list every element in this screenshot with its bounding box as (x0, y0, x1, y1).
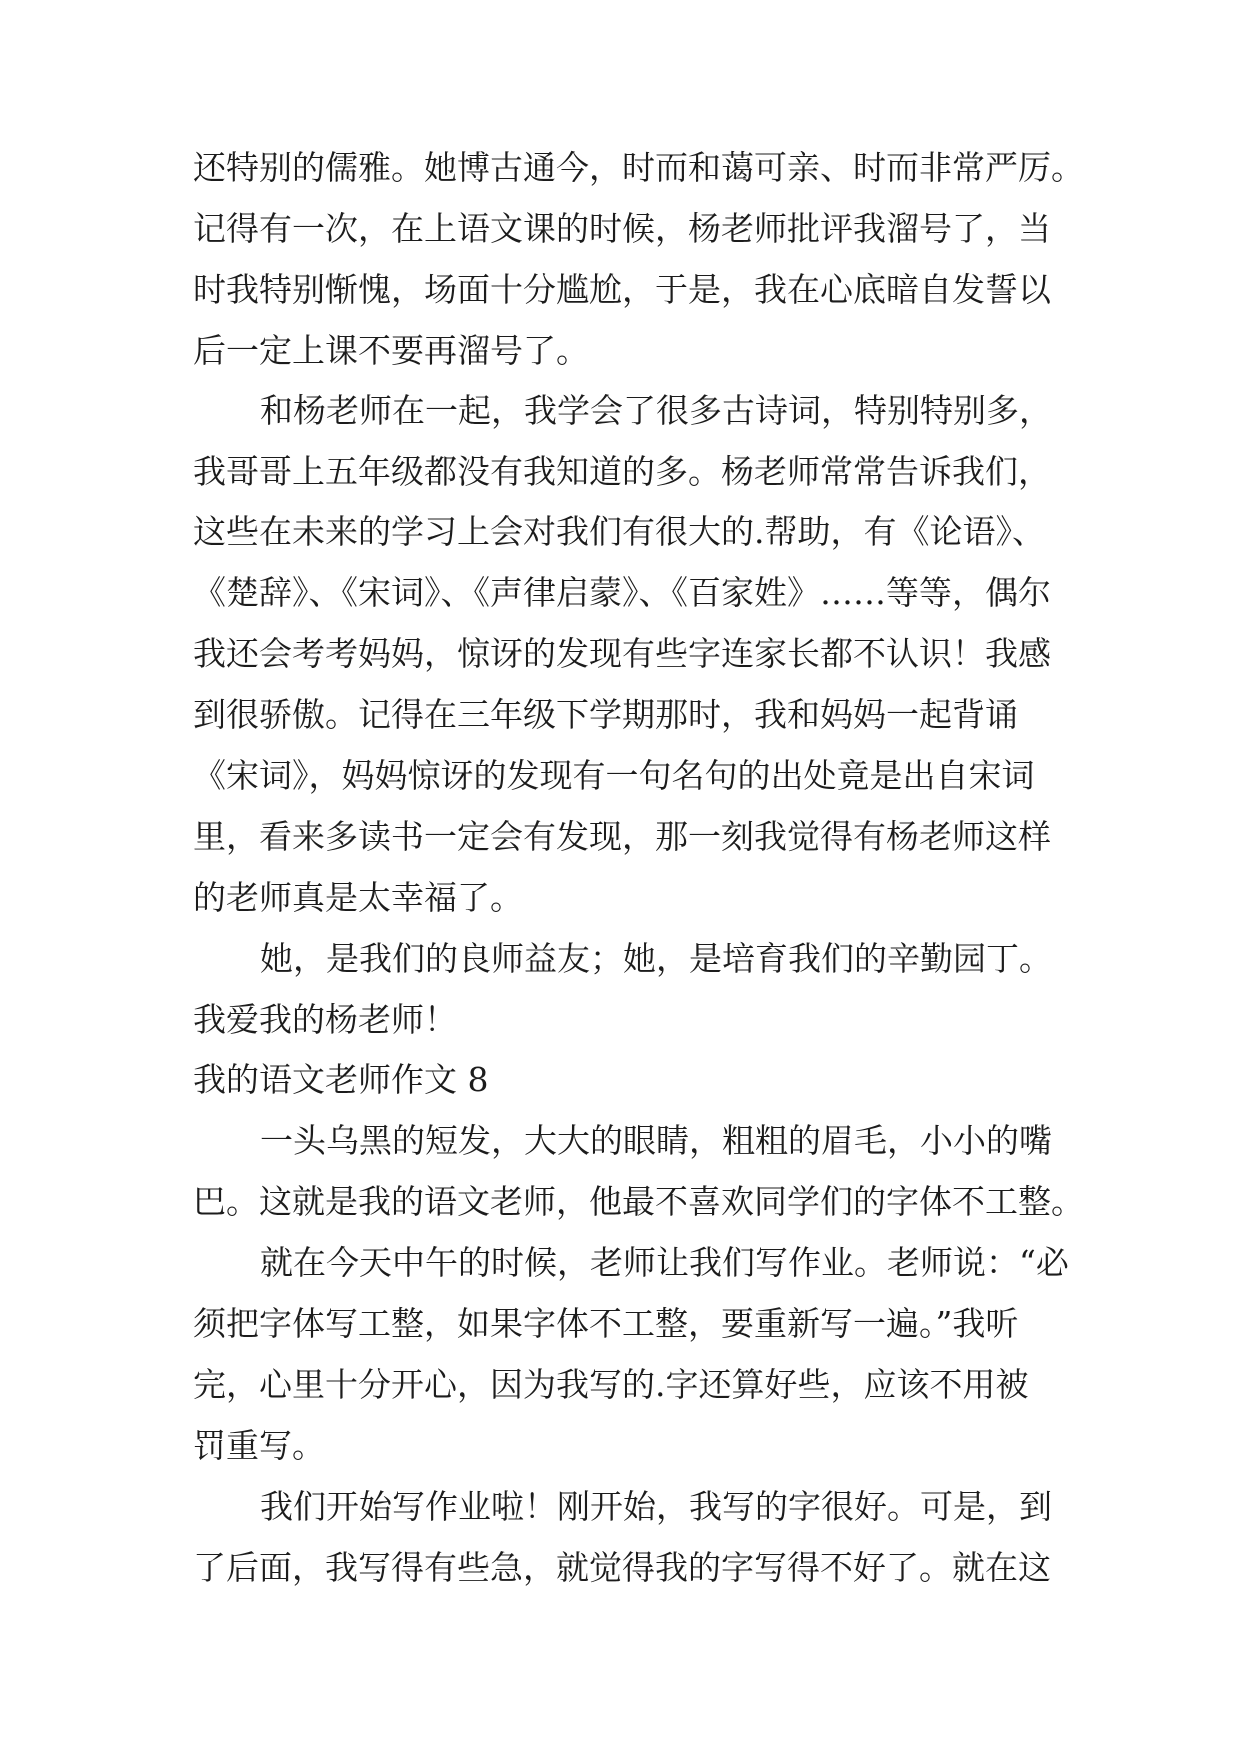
text-line: 这些在未来的学习上会对我们有很大的.帮助，有《论语》、 (193, 512, 1045, 551)
text-line: 完，心里十分开心，因为我写的.字还算好些，应该不用被 (193, 1365, 1029, 1404)
text-line: 就在今天中午的时候，老师让我们写作业。老师说：“必 (260, 1243, 1069, 1282)
text-line: 我爱我的杨老师！ (193, 1000, 457, 1039)
text-line: 一头乌黑的短发，大大的眼睛，粗粗的眉毛，小小的嘴 (260, 1121, 1052, 1160)
text-line: 我还会考考妈妈，惊讶的发现有些字连家长都不认识！我感 (193, 634, 1051, 673)
text-line: 后一定上课不要再溜号了。 (193, 331, 589, 370)
text-line: 时我特别惭愧，场面十分尴尬，于是，我在心底暗自发誓以 (193, 270, 1051, 309)
text-line: 巴。这就是我的语文老师，他最不喜欢同学们的字体不工整。 (193, 1182, 1084, 1221)
text-line: 罚重写。 (193, 1426, 325, 1465)
text-line: 里，看来多读书一定会有发现，那一刻我觉得有杨老师这样 (193, 817, 1051, 856)
text-line: 《宋词》，妈妈惊讶的发现有一句名句的出处竟是出自宋词 (193, 756, 1035, 795)
text-line: 记得有一次，在上语文课的时候，杨老师批评我溜号了，当 (193, 209, 1051, 248)
text-line: 到很骄傲。记得在三年级下学期那时，我和妈妈一起背诵 (193, 695, 1018, 734)
text-line: 我哥哥上五年级都没有我知道的多。杨老师常常告诉我们， (193, 452, 1051, 491)
text-line: 的老师真是太幸福了。 (193, 878, 523, 917)
section-heading: 我的语文老师作文 8 (193, 1060, 489, 1099)
text-line: 须把字体写工整，如果字体不工整，要重新写一遍。”我听 (193, 1304, 1019, 1343)
text-line: 了后面，我写得有些急，就觉得我的字写得不好了。就在这 (193, 1548, 1051, 1587)
text-line: 还特别的儒雅。她博古通今，时而和蔼可亲、时而非常严厉。 (193, 148, 1084, 187)
text-line: 她，是我们的良师益友；她，是培育我们的辛勤园丁。 (260, 939, 1052, 978)
text-line: 《楚辞》、《宋词》、《声律启蒙》、《百家姓》……等等，偶尔 (193, 573, 1051, 612)
text-line: 和杨老师在一起，我学会了很多古诗词，特别特别多， (260, 391, 1052, 430)
text-line: 我们开始写作业啦！刚开始，我写的字很好。可是，到 (260, 1487, 1052, 1526)
